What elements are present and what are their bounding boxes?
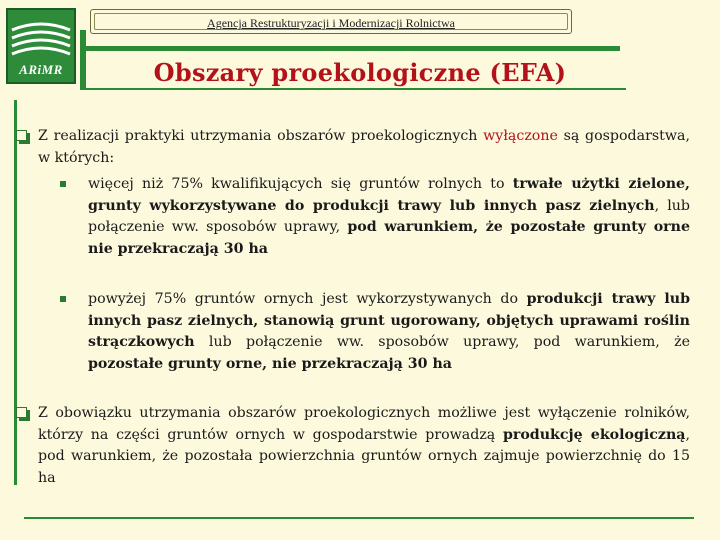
title-underline: [86, 88, 626, 90]
left-margin-line: [14, 100, 17, 485]
header-divider: [80, 46, 620, 51]
bullet-exemption-1: [38, 126, 690, 169]
sub-bullet-grassland: więcej niż 75% kwalifikujących się gruntów rolnych to trwałe użytki zielone, grunty wykorzystywane do produkcji trawy lub innych pasz zielnych, lub połączenie ww. sposobów uprawy, pod warunkiem, że pozostałe grunty orne nie przekraczają 30 ha: [88, 174, 690, 260]
arimr-logo: [6, 8, 76, 84]
checkbox-bullet-icon: [16, 407, 27, 418]
agency-name: Agencja Restrukturyzacji i Modernizacji Rolnictwa: [207, 16, 455, 30]
logo-text: ARiMR: [19, 62, 63, 77]
highlight-text: wyłączone: [483, 128, 558, 144]
square-bullet-icon: [60, 296, 66, 302]
page-title: Obszary proekologiczne (EFA): [153, 58, 567, 87]
square-bullet-icon: [60, 181, 66, 187]
footer-line: [24, 517, 694, 519]
sub-bullet-arable: powyżej 75% gruntów ornych jest wykorzystywanych do produkcji trawy lub innych pasz zielnych, stanowią grunt ugorowany, objętych uprawami roślin strączkowych lub połączenie ww. sposobów uprawy, pod warunkiem, że pozostałe grunty orne, nie przekraczają 30 ha: [88, 289, 690, 375]
checkbox-bullet-icon: [16, 130, 27, 141]
bullet-text: Z realizacji praktyki utrzymania obszarów proekologicznych: [38, 128, 484, 144]
header-vertical-bar: [80, 30, 86, 90]
bullet-exemption-2: Z obowiązku utrzymania obszarów proekologicznych możliwe jest wyłączenie rolników, którzy na części gruntów ornych w gospodarstwie prowadzą produkcję ekologiczną, pod warunkiem, że pozostała powierzchnia gruntów ornych zajmuje powierzchnię do 15 ha: [38, 403, 690, 489]
bullet-text-end: są gospodarstwa, w których:: [38, 128, 690, 166]
agency-banner: [90, 9, 572, 34]
